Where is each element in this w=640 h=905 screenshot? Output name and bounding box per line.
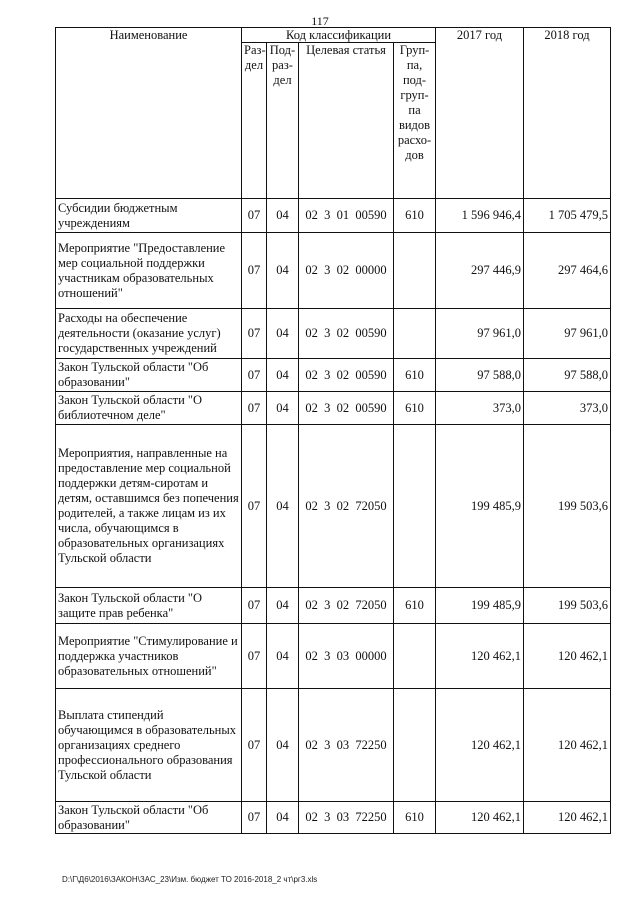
row-target-item: 02 3 02 00000 (299, 233, 394, 309)
row-amount-2018: 297 464,6 (524, 233, 611, 309)
row-amount-2018: 97 588,0 (524, 359, 611, 392)
row-amount-2018: 120 462,1 (524, 802, 611, 834)
row-section: 07 (242, 588, 267, 624)
table-row (56, 624, 611, 689)
row-expense-group (394, 689, 436, 802)
row-subsection: 04 (267, 233, 299, 309)
row-subsection: 04 (267, 802, 299, 834)
row-section: 07 (242, 359, 267, 392)
row-expense-group (394, 425, 436, 588)
row-name: Расходы на обеспечение деятельности (оказание услуг) государственных учреждений (56, 309, 242, 359)
row-target-item: 02 3 02 72050 (299, 588, 394, 624)
row-name: Выплата стипендий обучающимся в образовательных организациях среднего профессионального образования Тульской области (56, 689, 242, 802)
header-section: Раз- дел (242, 43, 267, 199)
row-amount-2017: 120 462,1 (436, 624, 524, 689)
row-amount-2017: 120 462,1 (436, 689, 524, 802)
row-section: 07 (242, 392, 267, 425)
row-expense-group: 610 (394, 359, 436, 392)
row-subsection: 04 (267, 199, 299, 233)
header-year-2018: 2018 год (524, 28, 611, 199)
row-target-item: 02 3 02 00590 (299, 359, 394, 392)
budget-table (55, 27, 611, 834)
table-row (56, 802, 611, 834)
row-expense-group: 610 (394, 802, 436, 834)
table-row (56, 425, 611, 588)
row-target-item: 02 3 02 00590 (299, 309, 394, 359)
header-subsection: Под- раз- дел (267, 43, 299, 199)
row-amount-2018: 97 961,0 (524, 309, 611, 359)
row-subsection: 04 (267, 309, 299, 359)
header-target-item: Целевая статья (299, 43, 394, 199)
header-name: Наименование (56, 28, 242, 199)
table-row (56, 359, 611, 392)
row-name: Закон Тульской области "Об образовании" (56, 802, 242, 834)
row-target-item: 02 3 03 72250 (299, 689, 394, 802)
row-amount-2018: 199 503,6 (524, 588, 611, 624)
row-amount-2018: 199 503,6 (524, 425, 611, 588)
row-expense-group: 610 (394, 392, 436, 425)
row-amount-2018: 1 705 479,5 (524, 199, 611, 233)
header-classification-code: Код классификации (242, 28, 436, 43)
row-amount-2017: 120 462,1 (436, 802, 524, 834)
row-target-item: 02 3 02 00590 (299, 392, 394, 425)
table-row (56, 588, 611, 624)
row-amount-2018: 120 462,1 (524, 689, 611, 802)
table-row (56, 689, 611, 802)
header-year-2017: 2017 год (436, 28, 524, 199)
row-expense-group (394, 309, 436, 359)
row-name: Мероприятие "Предоставление мер социальной поддержки участникам образовательных отношений" (56, 233, 242, 309)
row-name: Закон Тульской области "О библиотечном деле" (56, 392, 242, 425)
row-subsection: 04 (267, 392, 299, 425)
row-section: 07 (242, 309, 267, 359)
row-target-item: 02 3 03 72250 (299, 802, 394, 834)
row-subsection: 04 (267, 359, 299, 392)
row-subsection: 04 (267, 425, 299, 588)
row-expense-group (394, 233, 436, 309)
row-subsection: 04 (267, 689, 299, 802)
table-row (56, 309, 611, 359)
row-section: 07 (242, 624, 267, 689)
row-section: 07 (242, 425, 267, 588)
page-number: 117 (311, 14, 329, 28)
row-name: Субсидии бюджетным учреждениям (56, 199, 242, 233)
row-section: 07 (242, 233, 267, 309)
row-subsection: 04 (267, 588, 299, 624)
row-amount-2017: 97 961,0 (436, 309, 524, 359)
row-amount-2017: 199 485,9 (436, 588, 524, 624)
row-amount-2018: 373,0 (524, 392, 611, 425)
row-expense-group: 610 (394, 199, 436, 233)
table-row (56, 199, 611, 233)
row-section: 07 (242, 689, 267, 802)
table-row (56, 392, 611, 425)
row-amount-2017: 297 446,9 (436, 233, 524, 309)
row-name: Закон Тульской области "Об образовании" (56, 359, 242, 392)
row-name: Мероприятия, направленные на предоставление мер социальной поддержки детям-сиротам и детям, оставшимся без попечения родителей, а также лицам из их числа, обучающимся в образовательных организациях Тульской области (56, 425, 242, 588)
row-amount-2017: 199 485,9 (436, 425, 524, 588)
row-amount-2017: 1 596 946,4 (436, 199, 524, 233)
row-name: Закон Тульской области "О защите прав ребенка" (56, 588, 242, 624)
row-section: 07 (242, 199, 267, 233)
row-amount-2017: 97 588,0 (436, 359, 524, 392)
row-amount-2017: 373,0 (436, 392, 524, 425)
row-amount-2018: 120 462,1 (524, 624, 611, 689)
table-row (56, 233, 611, 309)
row-subsection: 04 (267, 624, 299, 689)
row-name: Мероприятие "Стимулирование и поддержка участников образовательных отношений" (56, 624, 242, 689)
table-header (56, 28, 611, 199)
row-target-item: 02 3 01 00590 (299, 199, 394, 233)
row-expense-group: 610 (394, 588, 436, 624)
row-target-item: 02 3 03 00000 (299, 624, 394, 689)
row-expense-group (394, 624, 436, 689)
row-section: 07 (242, 802, 267, 834)
file-path-footer: D:\Г\Д6\2016\ЗАКОН\ЗАС_23\Изм. бюджет ТО 2016-2018_2 чт\рг3.xls (62, 875, 318, 884)
header-expense-group: Груп- па, под- груп- па видов расхо- дов (394, 43, 436, 199)
row-target-item: 02 3 02 72050 (299, 425, 394, 588)
